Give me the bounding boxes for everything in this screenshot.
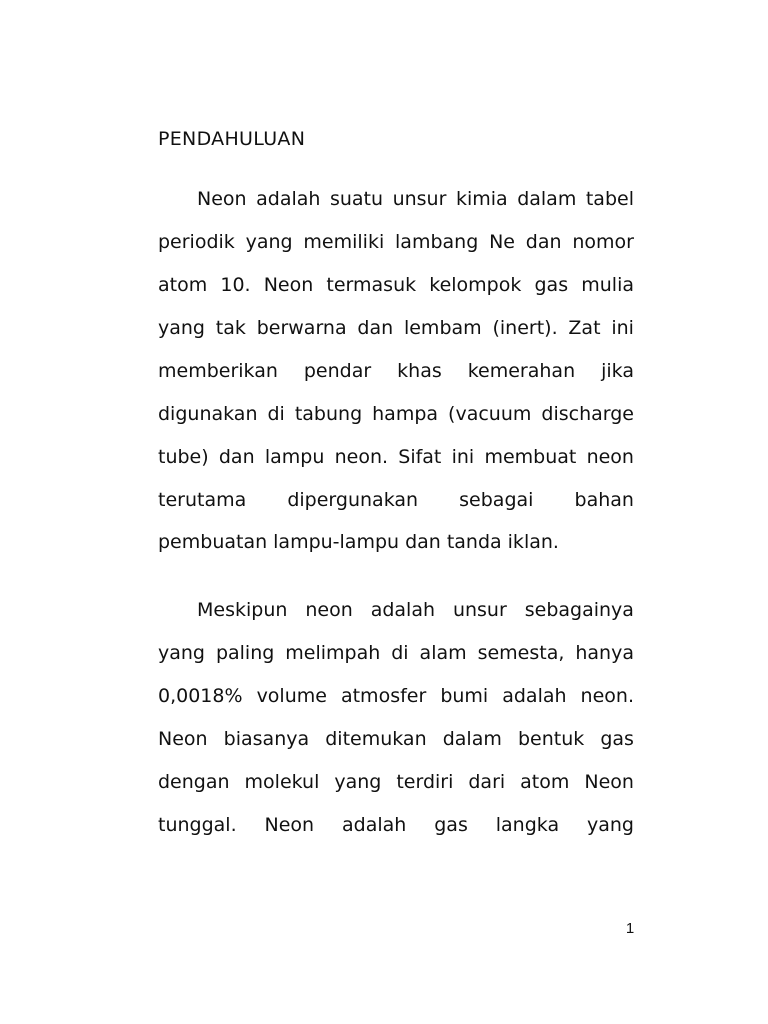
word: di <box>391 642 409 664</box>
word: langka <box>495 814 560 836</box>
word: Neon <box>197 188 247 210</box>
word: Neon <box>263 274 314 296</box>
word: (inert). <box>492 317 558 339</box>
word: Ne <box>489 231 515 253</box>
word: di <box>267 403 285 425</box>
word: discharge <box>541 403 634 425</box>
word: kelompok <box>429 274 522 296</box>
word: lambang <box>395 231 479 253</box>
word: neon. <box>580 685 634 707</box>
word: kemerahan <box>467 360 576 382</box>
word: Neon <box>584 771 634 793</box>
word: dengan <box>158 771 230 793</box>
word: biasanya <box>223 728 310 750</box>
word: hampa <box>372 403 439 425</box>
word: dari <box>468 771 506 793</box>
word: memiliki <box>303 231 385 253</box>
word: lembam <box>403 317 482 339</box>
text-line <box>158 530 634 554</box>
text-line <box>158 684 634 708</box>
word: sebagainya <box>524 599 634 621</box>
text-line <box>197 598 634 622</box>
word: molekul <box>244 771 320 793</box>
word: tube) <box>158 446 209 468</box>
text-line <box>158 316 634 340</box>
word: hanya <box>575 642 634 664</box>
word: nomor <box>572 231 634 253</box>
word: 10. <box>220 274 251 296</box>
word: bentuk <box>517 728 585 750</box>
word: neon <box>586 446 634 468</box>
word: ini <box>611 317 634 339</box>
word: memberikan <box>158 360 278 382</box>
text-line <box>158 359 634 383</box>
word: tabung <box>294 403 363 425</box>
word: volume <box>256 685 327 707</box>
word: atmosfer <box>340 685 427 707</box>
word: tanda <box>446 531 502 553</box>
word: gas <box>534 274 569 296</box>
text-line <box>158 488 634 512</box>
word: yang <box>158 317 205 339</box>
word: jika <box>601 360 634 382</box>
word: yang <box>245 231 293 253</box>
word: Meskipun <box>197 599 288 621</box>
word: (vacuum <box>448 403 532 425</box>
word: dalam <box>442 728 502 750</box>
word: Neon <box>158 728 208 750</box>
word: dipergunakan <box>287 489 419 511</box>
word: ditemukan <box>325 728 427 750</box>
word: mulia <box>581 274 634 296</box>
word: adalah <box>256 188 321 210</box>
word: terutama <box>158 489 247 511</box>
word: tabel <box>585 188 634 210</box>
word: suatu <box>329 188 384 210</box>
word: tak <box>215 317 246 339</box>
word: sebagai <box>459 489 534 511</box>
text-line <box>158 770 634 794</box>
word: bahan <box>574 489 634 511</box>
text-line <box>197 187 634 211</box>
word: neon. <box>334 446 389 468</box>
word: dan <box>405 531 441 553</box>
text-line <box>158 230 634 254</box>
word: lampu <box>264 446 325 468</box>
word: membuat <box>484 446 577 468</box>
word: yang <box>334 771 382 793</box>
word: periodik <box>158 231 235 253</box>
word: tunggal. <box>158 814 237 836</box>
word: unsur <box>452 599 507 621</box>
word: paling <box>215 642 275 664</box>
word: iklan. <box>507 531 559 553</box>
word: adalah <box>370 599 436 621</box>
word: ini <box>451 446 475 468</box>
text-line <box>158 402 634 426</box>
word: dan <box>357 317 394 339</box>
word: pembuatan <box>158 531 268 553</box>
word: semesta, <box>477 642 565 664</box>
word: adalah <box>502 685 567 707</box>
word: Sifat <box>398 446 442 468</box>
text-line <box>158 273 634 297</box>
text-line <box>158 727 634 751</box>
word: neon <box>305 599 353 621</box>
word: termasuk <box>326 274 417 296</box>
word: atom <box>158 274 208 296</box>
word: gas <box>434 814 468 836</box>
word: dalam <box>517 188 577 210</box>
word: lampu-lampu <box>273 531 400 553</box>
page-number: 1 <box>625 920 635 937</box>
word: adalah <box>342 814 407 836</box>
word: gas <box>600 728 634 750</box>
word: yang <box>158 642 205 664</box>
text-line <box>158 445 634 469</box>
word: yang <box>587 814 634 836</box>
word: dan <box>525 231 562 253</box>
word: Neon <box>264 814 315 836</box>
word: kimia <box>455 188 508 210</box>
word: dan <box>218 446 255 468</box>
word: bumi <box>440 685 489 707</box>
word: 0,0018% <box>158 685 243 707</box>
word: khas <box>397 360 442 382</box>
word: berwarna <box>256 317 347 339</box>
word: Zat <box>568 317 601 339</box>
word: melimpah <box>285 642 381 664</box>
word: alam <box>419 642 467 664</box>
word: pendar <box>303 360 372 382</box>
word: digunakan <box>158 403 258 425</box>
word: unsur <box>392 188 447 210</box>
text-line <box>158 641 634 665</box>
word: atom <box>520 771 570 793</box>
text-line <box>158 813 634 837</box>
word: terdiri <box>396 771 454 793</box>
page-title: PENDAHULUAN <box>158 128 306 150</box>
